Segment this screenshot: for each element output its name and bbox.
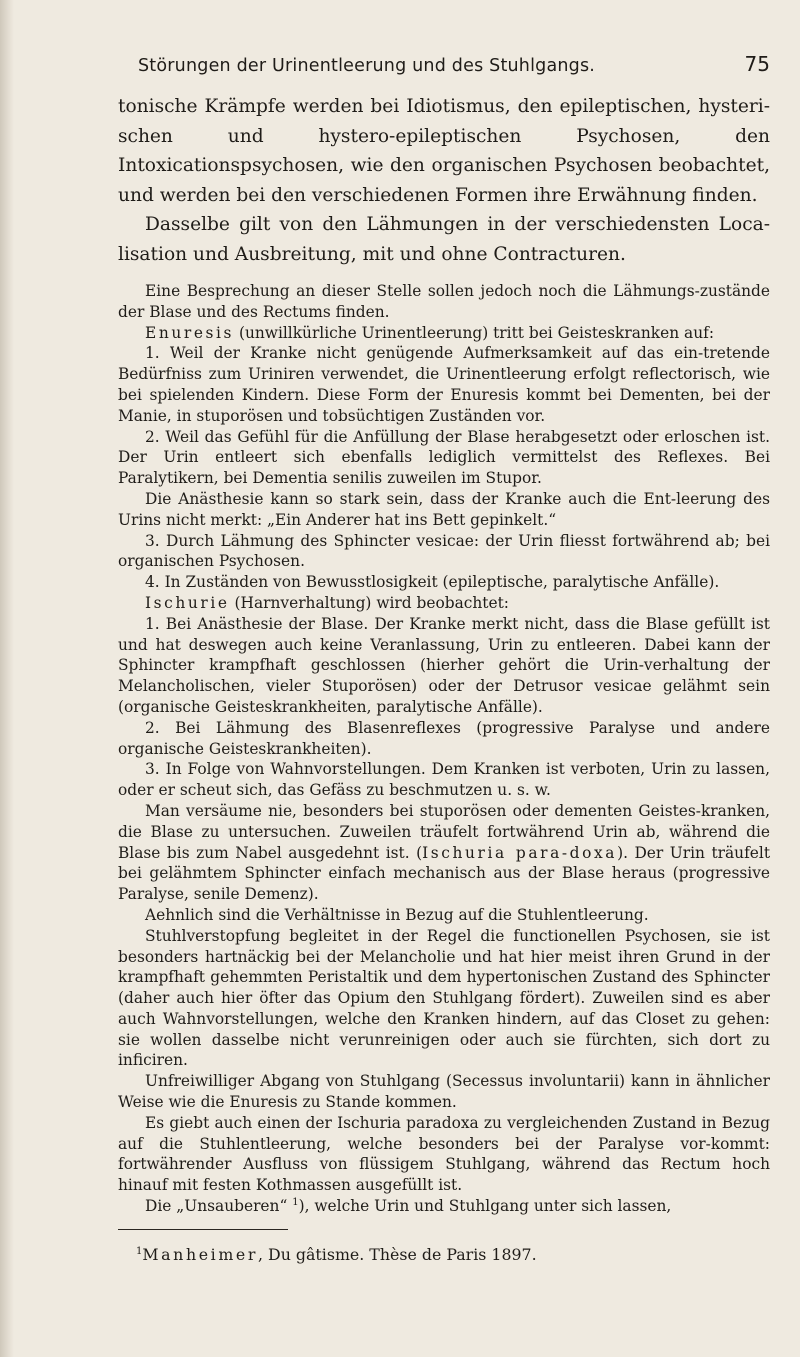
enuresis-item-1: 1. Weil der Kranke nicht genügende Aufmerksamkeit auf das ein-tretende Bedürfniss zum Uriniren verwendet, die Urinentleerung erfolgt reflectorisch, wie bei spielenden Kindern. Diese Form der Enuresis kommt bei Dementen, bei der Manie, in stuporösen und tobsüchtigen Zuständen vor. <box>118 344 770 425</box>
book-page <box>118 52 770 1266</box>
running-title: Störungen der Urinentleerung und des Stuhlgangs. <box>138 56 596 76</box>
enuresis-item-3: 3. Durch Lähmung des Sphincter vesicae: der Urin fliesst fortwährend ab; bei organischen Psychosen. <box>118 531 770 571</box>
unsauberen-text-b: ), welche Urin und Stuhlgang unter sich lassen, <box>298 1197 672 1216</box>
footnote-author: Manheimer <box>142 1244 258 1264</box>
footnote-reference: 1 <box>292 1197 299 1209</box>
page-number: 75 <box>744 52 770 76</box>
footnote-text: , Du gâtisme. Thèse de Paris 1897. <box>258 1244 537 1264</box>
paragraph-stuhlverstopfung: Stuhlverstopfung begleitet in der Regel die functionellen Psychosen, sie ist besonders hartnäckig bei der Melancholie und hat hier meist ihren Grund in der krampfhaft gehemmten Peristaltik und dem hypertonischen Zustand des Sphincter (daher auch hier öfter das Opium den Stuhlgang fördert). Zuweilen sind es aber auch Wahnvorstellungen, welche den Kranken hindern, auf das Closet zu gehen: sie wollen dasselbe nicht verunreinigen oder auch sie fürchten, sich dort zu inficiren. <box>118 926 770 1070</box>
intro-paragraph-2: Dasselbe gilt von den Lähmungen in der verschiedensten Loca-lisation und Ausbreitung, mit und ohne Contracturen. <box>118 214 770 265</box>
enuresis-item-4: 4. In Zuständen von Bewusstlosigkeit (epileptische, paralytische Anfälle). <box>145 573 720 592</box>
footnote-divider <box>118 1229 288 1230</box>
ischurie-definition: (Harnverhaltung) wird beobachtet: <box>229 593 509 612</box>
paragraph-lahmungszustande: Eine Besprechung an dieser Stelle sollen jedoch noch die Lähmungs-zustände der Blase und des Rectums finden. <box>118 282 770 321</box>
enuresis-item-2-note: Die Anästhesie kann so stark sein, dass der Kranke auch die Ent-leerung des Urins nicht merkt: „Ein Anderer hat ins Bett gepinkelt.“ <box>118 489 770 529</box>
footnote <box>118 1244 770 1266</box>
paragraph-enuresis <box>118 323 770 344</box>
ischurie-item-1: 1. Bei Anästhesie der Blase. Der Kranke merkt nicht, dass die Blase gefüllt ist und hat deswegen auch keine Veranlassung, Urin zu entleeren. Dabei kann der Sphincter krampfhaft geschlossen (hierher gehört die Urin-verhaltung der Melancholischen, vieler Stuporösen) oder der Detrusor vesicae gelähmt sein (organische Geisteskrankheiten, paralytische Anfälle). <box>118 614 770 716</box>
paragraph-man-versaume <box>118 801 770 905</box>
term-ischurie: Ischurie <box>145 593 230 612</box>
binding-edge <box>0 0 14 1357</box>
page-header <box>118 52 770 92</box>
paragraph-aehnlich: Aehnlich sind die Verhältnisse in Bezug auf die Stuhlentleerung. <box>145 905 649 924</box>
paragraph-es-giebt: Es giebt auch einen der Ischuria paradoxa zu vergleichenden Zustand in Bezug auf die Stuhlentleerung, welche besonders bei der Paralyse vor-kommt: fortwährender Ausfluss von flüssigem Stuhlgang, während das Rectum hoch hinauf mit festen Kothmassen ausgefüllt ist. <box>118 1113 770 1195</box>
ischurie-item-3: 3. In Folge von Wahnvorstellungen. Dem Kranken ist verboten, Urin zu lassen, oder er scheut sich, das Gefäss zu beschmutzen u. s. w. <box>118 760 770 800</box>
paragraph-unsauberen <box>118 1196 770 1217</box>
unsauberen-text-a: Die „Unsauberen“ <box>145 1197 293 1216</box>
paragraph-ischurie <box>118 593 770 614</box>
man-versaume-text-b: ). Der Urin träufelt bei gelähmtem Sphincter einfach mechanisch aus der Blase heraus (progressive Paralyse, senile Demenz). <box>118 843 771 904</box>
ischurie-item-2: 2. Bei Lähmung des Blasenreflexes (progressive Paralyse und andere organische Geisteskrankheiten). <box>118 718 770 758</box>
enuresis-item-2: 2. Weil das Gefühl für die Anfüllung der Blase herabgesetzt oder erloschen ist. Der Urin entleert sich ebenfalls lediglich vermittelst des Reflexes. Bei Paralytikern, bei Dementia senilis zuweilen im Stupor. <box>118 427 770 488</box>
intro-paragraph-1: tonische Krämpfe werden bei Idiotismus, den epileptischen, hysteri-schen und hystero-epileptischen Psychosen, den Intoxicationspsychosen, wie den organischen Psychosen beobachtet, und werden bei den verschiedenen Formen ihre Erwähnung finden. <box>118 96 770 206</box>
term-ischuria-paradoxa: Ischuria para-doxa <box>422 843 618 862</box>
enuresis-definition: (unwillkürliche Urinentleerung) tritt bei Geisteskranken auf: <box>234 323 715 342</box>
paragraph-unfreiwilliger: Unfreiwilliger Abgang von Stuhlgang (Secessus involuntarii) kann in ähnlicher Weise wie die Enuresis zu Stande kommen. <box>118 1072 770 1112</box>
footnote-mark: 1 <box>136 1245 143 1257</box>
man-versaume-text-a: Man versäume nie, besonders bei stuporösen oder dementen Geistes-kranken, die Blase zu untersuchen. Zuweilen träufelt fortwährend Urin ab, während die Blase bis zum Nabel ausgedehnt ist. ( <box>118 801 770 862</box>
term-enuresis: Enuresis <box>145 323 235 342</box>
